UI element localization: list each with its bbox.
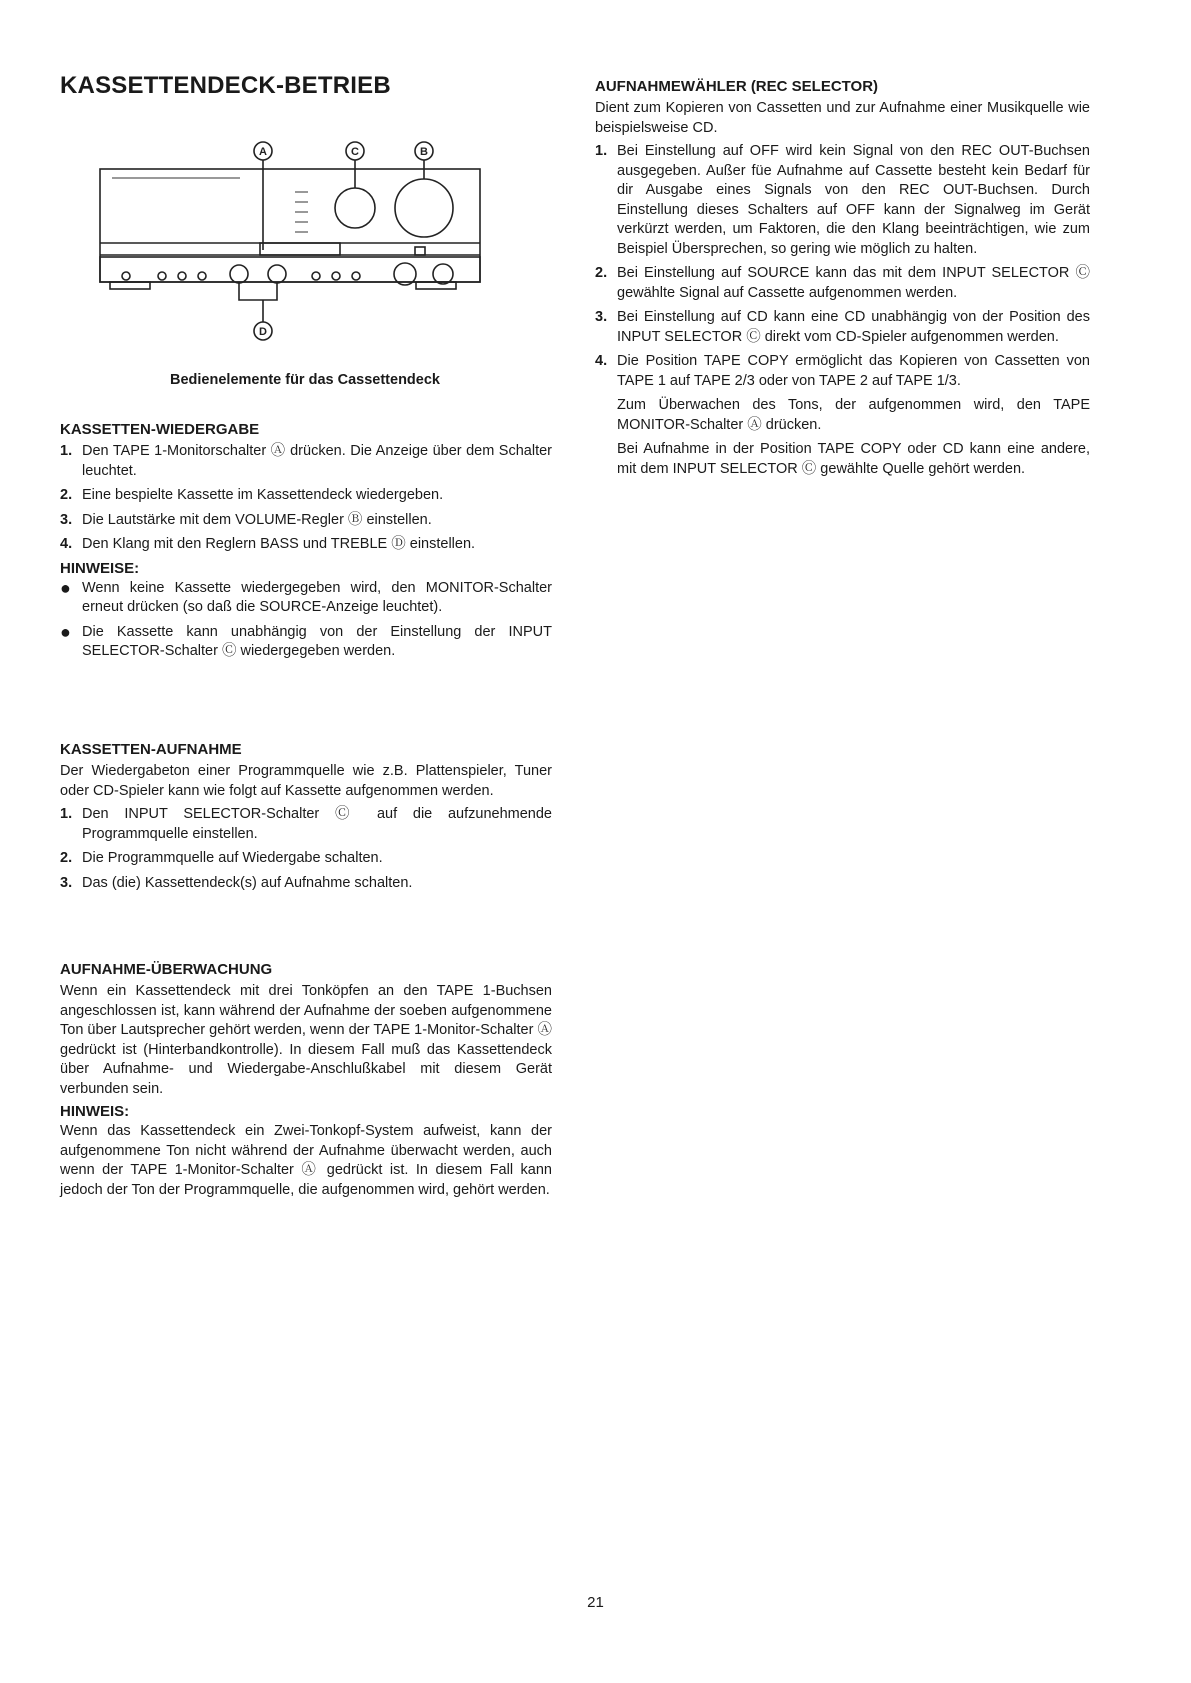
monitoring-note-heading: HINWEIS: — [60, 1103, 130, 1120]
list-item: ● Die Kassette kann unabhängig von der Einstellung der INPUT SELECTOR-Schalter Ⓒ wiedergegeben werden. — [60, 621, 552, 659]
list-item: 3. Die Lautstärke mit dem VOLUME-Regler Ⓑ einstellen. — [60, 511, 432, 528]
list-item: 1. Den TAPE 1-Monitorschalter Ⓐ drücken. Die Anzeige über dem Schalter leuchtet. — [60, 443, 552, 479]
monitoring-note: Wenn das Kassettendeck ein Zwei-Tonkopf-System aufweist, kann der aufgenommene Ton nicht während der Aufnahme überwacht werden, auch wenn der TAPE 1-Monitor-Schalter Ⓐ gedrückt ist. In diesem Fall kann jedoch der Ton der Programmquelle, die aufgenommen wird, gehört werden. — [60, 1123, 552, 1198]
rec-selector-intro: Dient zum Kopieren von Cassetten und zur Aufnahme einer Musikquelle wie beispielsweise CD. — [595, 100, 1090, 136]
page-number: 21 — [587, 1594, 604, 1611]
figure-caption: Bedienelemente für das Cassettendeck — [170, 372, 440, 388]
list-item: 1. Den INPUT SELECTOR-Schalter Ⓒ auf die aufzunehmende Programmquelle einstellen. — [60, 806, 552, 842]
list-item: 2. Eine bespielte Kassette im Kassettendeck wiedergeben. — [60, 487, 444, 503]
monitoring-section — [60, 961, 552, 1200]
rec-selector-extra-1: Zum Überwachen des Tons, der aufgenommen wird, den TAPE MONITOR-Schalter Ⓐ drücken. — [617, 397, 1090, 433]
notes-heading: HINWEISE: — [60, 559, 140, 577]
list-item: 2. Bei Einstellung auf SOURCE kann das mit dem INPUT SELECTOR Ⓒ gewählte Signal auf Cassette aufgenommen werden. — [595, 265, 1090, 301]
list-item: 2. Die Programmquelle auf Wiedergabe schalten. — [60, 850, 383, 866]
list-item: 1. Bei Einstellung auf OFF wird kein Signal von den REC OUT-Buchsen ausgegeben. Außer füe Aufnahme auf Cassette besteht kein Bedarf für dir Ausgabe eines Signals von den REC OUT-Buchsen. Durch Einstellung dieses Schalters auf OFF kann der Signalweg im Gerät verkürzt werden, um Faktoren, die den Klang beeinträchtigen, wie zum Beispiel Übersprechen, so gering wie möglich zu halten. — [595, 143, 1090, 257]
playback-heading: KASSETTEN-WIEDERGABE — [60, 421, 260, 438]
rec-selector-section — [595, 78, 1090, 479]
rec-selector-extra-2: Bei Aufnahme in der Position TAPE COPY oder CD kann eine andere, mit dem INPUT SELECTOR Ⓒ gewählte Quelle gehört werden. — [617, 441, 1090, 477]
callout-a-label: A — [259, 146, 267, 158]
callout-d-label: D — [259, 326, 267, 338]
list-item: 3. Bei Einstellung auf CD kann eine CD unabhängig von der Position des INPUT SELECTOR Ⓒ direkt vom CD-Spieler aufgenommen werden. — [595, 309, 1090, 345]
list-item: 4. Den Klang mit den Reglern BASS und TREBLE Ⓓ einstellen. — [60, 536, 476, 552]
callout-b-label: B — [420, 146, 428, 158]
playback-section — [60, 421, 552, 667]
recording-intro: Der Wiedergabeton einer Programmquelle wie z.B. Plattenspieler, Tuner oder CD-Spieler kann wie folgt auf Kassette aufgenommen werden. — [60, 763, 552, 799]
list-item: 4. Die Position TAPE COPY ermöglicht das Kopieren von Cassetten von TAPE 1 auf TAPE 2/3 oder von TAPE 2 auf TAPE 1/3. — [595, 353, 1090, 389]
list-item: ● Wenn keine Kassette wiedergegeben wird, den MONITOR-Schalter erneut drücken (so daß die SOURCE-Anzeige leuchtet). — [60, 577, 552, 615]
recording-heading: KASSETTEN-AUFNAHME — [60, 741, 242, 758]
page-title: KASSETTENDECK-BETRIEB — [60, 72, 391, 99]
callout-c-label: C — [351, 146, 359, 158]
monitoring-body: Wenn ein Kassettendeck mit drei Tonköpfen an den TAPE 1-Buchsen angeschlossen ist, kann während der Aufnahme der soeben aufgenommene Ton über Lautsprecher gehört werden, wenn der TAPE 1-Monitor-Schalter Ⓐ gedrückt ist (Hinterbandkontrolle). In diesem Fall muß das Kassettendeck über Aufnahme- und Wiedergabe-Anschlußkabel mit diesem Gerät verbunden sein. — [60, 983, 552, 1097]
amplifier-front-panel-diagram — [90, 130, 520, 370]
recording-section — [60, 741, 552, 898]
monitoring-heading: AUFNAHME-ÜBERWACHUNG — [60, 961, 273, 978]
rec-selector-heading: AUFNAHMEWÄHLER (REC SELECTOR) — [595, 78, 879, 95]
list-item: 3. Das (die) Kassettendeck(s) auf Aufnahme schalten. — [60, 874, 413, 891]
